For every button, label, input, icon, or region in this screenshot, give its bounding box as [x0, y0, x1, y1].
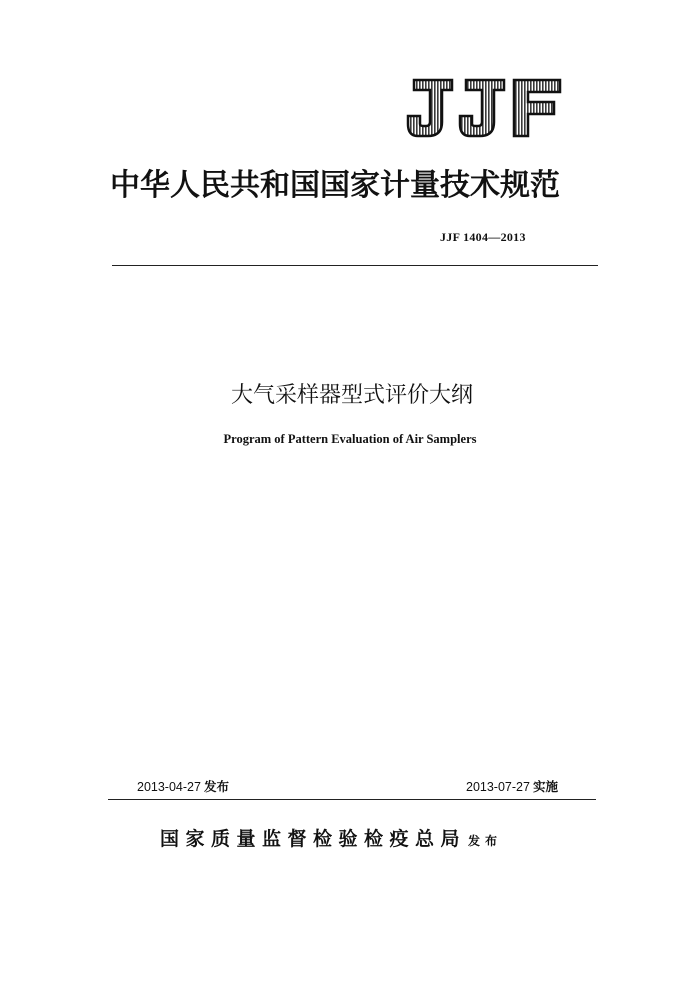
title-english: Program of Pattern Evaluation of Air Samplers: [223, 432, 477, 446]
issue-date: 2013-04-27: [137, 780, 201, 794]
implementation-date-line: [466, 777, 558, 795]
issuer-line: [160, 824, 502, 851]
jjf-logo: [404, 74, 564, 142]
issue-label: 发布: [203, 779, 229, 794]
implementation-date: 2013-07-27: [466, 780, 530, 794]
bottom-divider: [108, 799, 596, 800]
issuer-name: 国家质量监督检验检疫总局: [160, 828, 467, 850]
logo-letter-j1: [408, 80, 452, 136]
issue-date-line: [137, 777, 229, 795]
issuer-verb: 发布: [468, 834, 503, 848]
logo-letter-j2: [460, 80, 504, 136]
implementation-label: 实施: [532, 779, 558, 794]
organization-title: 中华人民共和国国家计量技术规范: [110, 168, 560, 203]
logo-letter-f: [514, 80, 560, 136]
document-number: JJF 1404—2013: [440, 230, 526, 244]
title-chinese: 大气采样器型式评价大纲: [230, 383, 473, 408]
top-divider: [112, 265, 598, 266]
